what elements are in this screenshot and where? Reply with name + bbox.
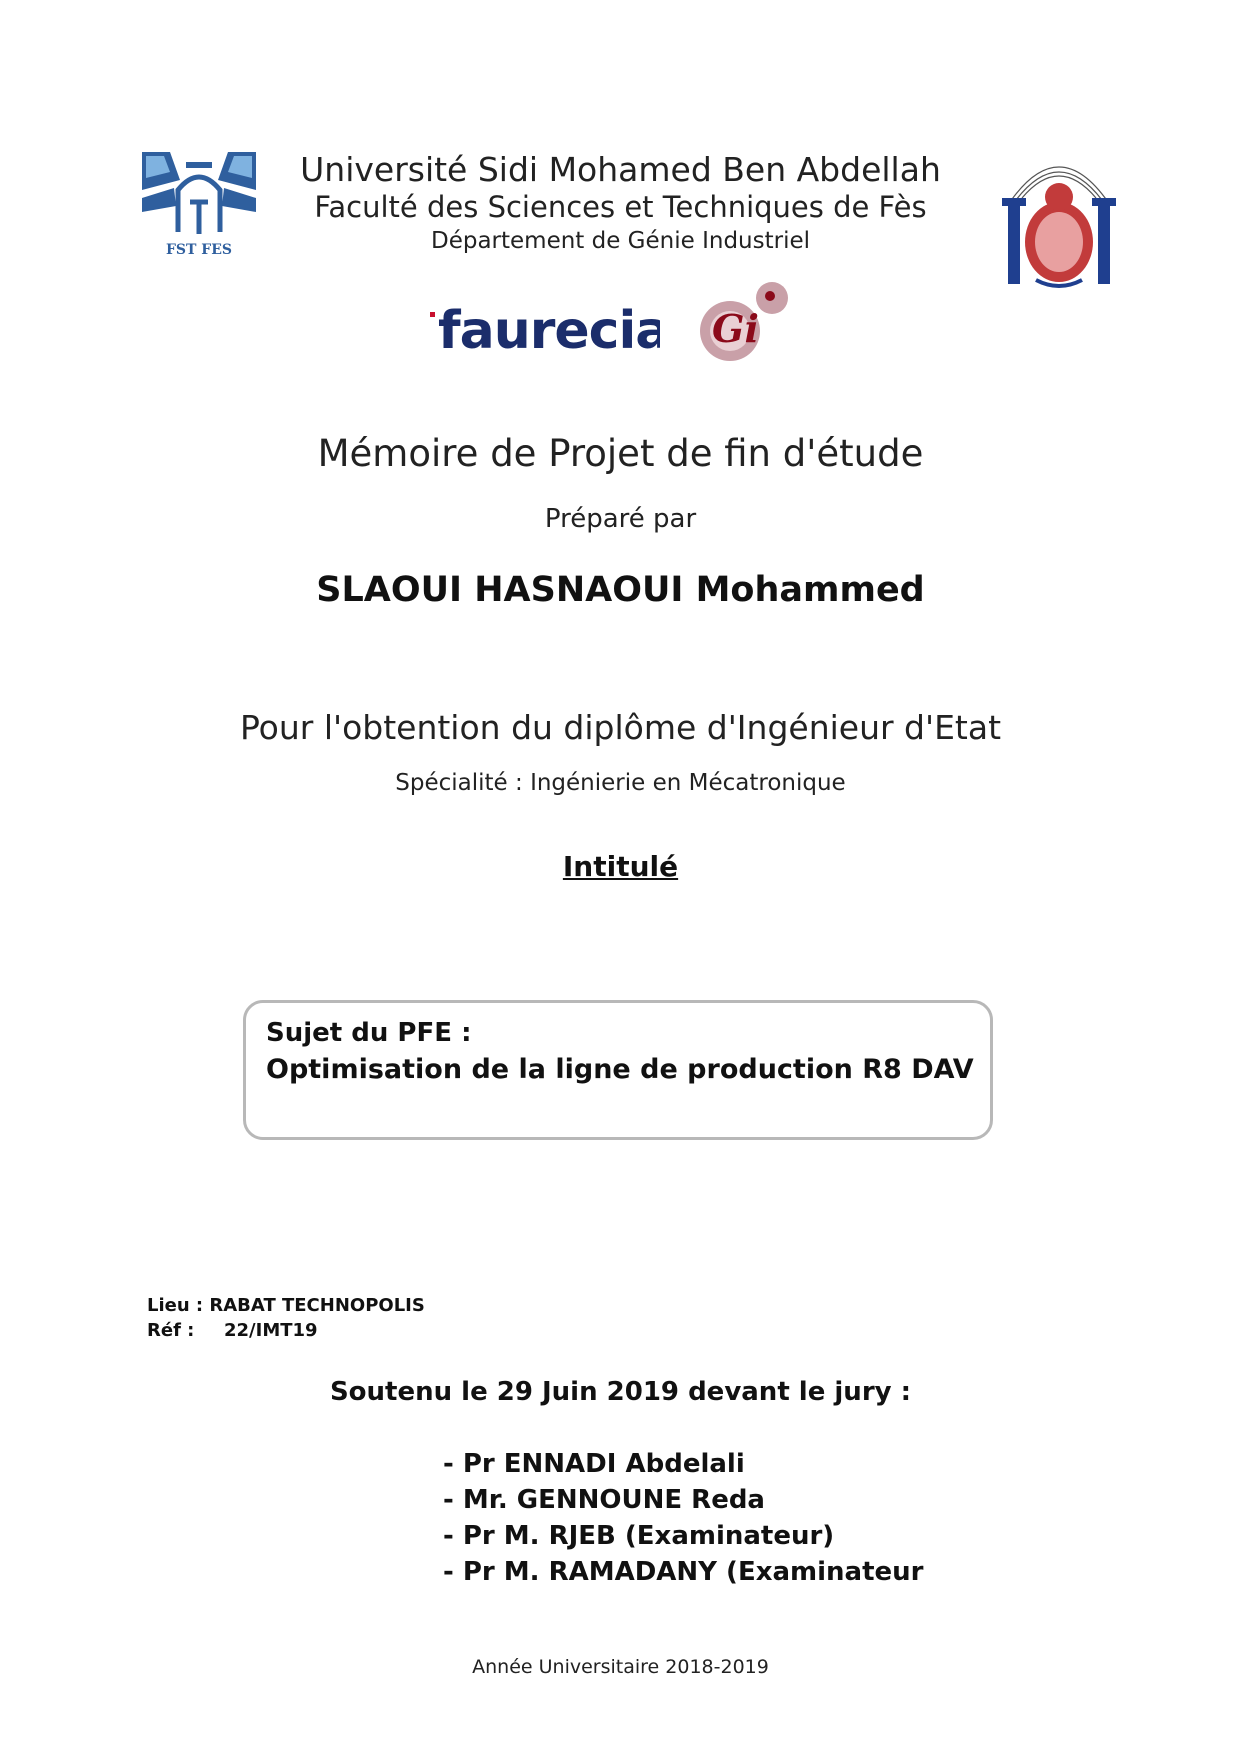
university-name: Université Sidi Mohamed Ben Abdellah: [300, 150, 941, 189]
faurecia-logo-label: faurecia: [438, 301, 660, 361]
academic-year: Année Universitaire 2018-2019: [472, 1656, 769, 1678]
faurecia-logo: [430, 296, 660, 366]
faculty-name: Faculté des Sciences et Techniques de Fès: [314, 190, 927, 224]
jury-member: - Pr M. RAMADANY (Examinateur: [443, 1557, 924, 1587]
defense-heading: Soutenu le 29 Juin 2019 devant le jury :: [329, 1377, 912, 1407]
ref-value: 22/IMT19: [224, 1320, 318, 1341]
gi-gear-logo: [690, 276, 802, 376]
lieu-line: Lieu : RABAT TECHNOPOLIS: [147, 1295, 425, 1316]
jury-list: [443, 1446, 923, 1590]
jury-member: - Mr. GENNOUNE Reda: [443, 1485, 765, 1515]
intitule-heading: Intitulé: [562, 850, 679, 883]
faurecia-dot-icon: [430, 312, 435, 317]
department-name: Département de Génie Industriel: [430, 228, 811, 254]
prepared-by-label: Préparé par: [544, 504, 697, 534]
subject-label: Sujet du PFE :: [266, 1018, 472, 1048]
author-name: SLAOUI HASNAOUI Mohammed: [316, 570, 925, 610]
subject-title: Optimisation de la ligne de production R8 DAV: [266, 1054, 974, 1085]
jury-member: - Pr ENNADI Abdelali: [443, 1449, 745, 1479]
jury-member: - Pr M. RJEB (Examinateur): [443, 1521, 835, 1551]
gi-logo-label: Gi: [712, 306, 759, 351]
specialty-line: Spécialité : Ingénierie en Mécatronique: [395, 770, 846, 796]
usmba-emblem-logo: [1000, 142, 1118, 292]
fst-fes-logo-label: FST FES: [165, 242, 233, 258]
diploma-line: Pour l'obtention du diplôme d'Ingénieur d'Etat: [239, 708, 1002, 747]
ref-label: Réf :: [147, 1320, 195, 1341]
memoire-title: Mémoire de Projet de fin d'étude: [317, 432, 924, 475]
